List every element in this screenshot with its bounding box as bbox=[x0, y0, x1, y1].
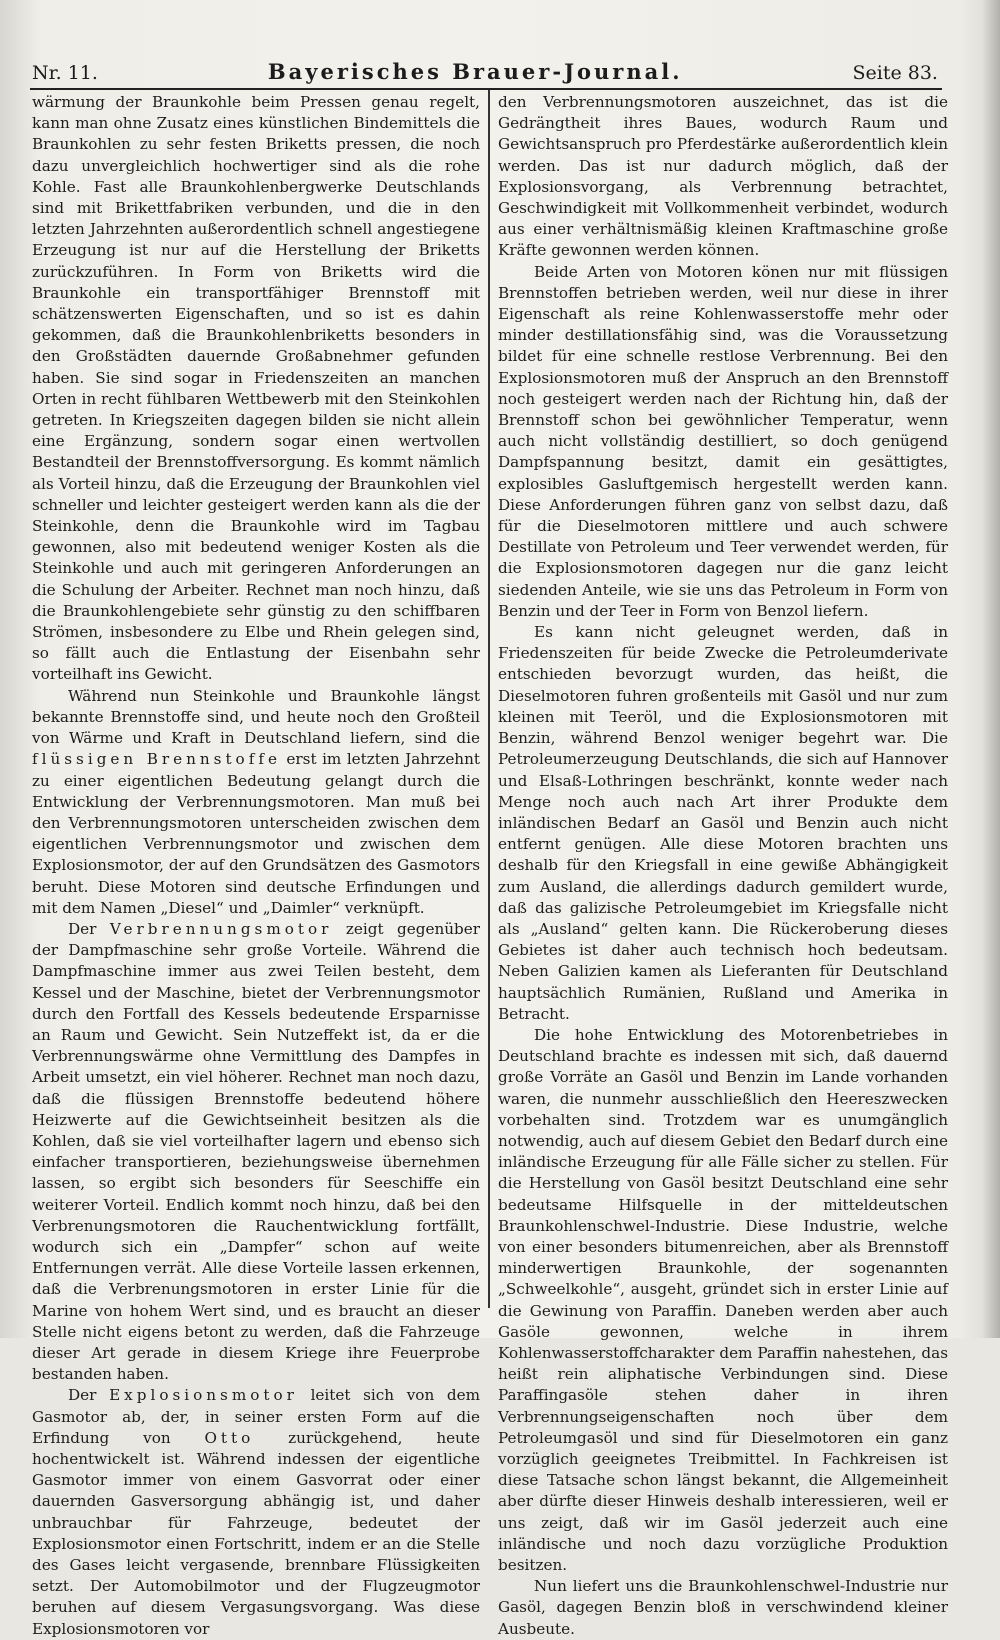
page-edge-shadow bbox=[982, 0, 1000, 1338]
paragraph: Es kann nicht geleugnet werden, daß in Friedenszeiten für beide Zwecke die Petroleumderivate entschieden bevorzugt wurden, das heißt, die Dieselmotoren fuhren großenteils mit Gasöl und nur zum kleinen mit Teeröl, und die Explosionsmotoren mit Benzin, während Benzol weniger begehrt war. Die Petroleumerzeugung Deutschlands, die sich auf Hannover und Elsaß-Lothringen beschränkt, konnte weder nach Menge noch auch nach Art ihrer Produkte dem inländischen Bedarf an Gasöl und Benzin auch nicht entfernt genügen. Alle diese Motoren brachten uns deshalb für den Kriegsfall in eine gewiße Abhängigkeit zum Ausland, die allerdings dadurch gemildert wurde, daß das galizische Petroleumgebiet im Kriegsfalle nicht als „Ausland“ gelten kann. Die Rückeroberung dieses Gebietes ist daher auch technisch hoch bedeutsam. Neben Galizien kamen als Lieferanten für Deutschland hauptsächlich Rumänien, Rußland und Amerika in Betracht. bbox=[498, 623, 948, 1023]
left-column bbox=[32, 92, 480, 1638]
spaced-emphasis: flüssigen Brennstoffe bbox=[32, 750, 281, 769]
paragraph: wärmung der Braunkohle beim Pressen genau regelt, kann man ohne Zusatz eines künstlichen Bindemittels die Braunkohlen zu sehr festen Briketts pressen, die noch dazu unvergleichlich hochwertiger sind als die rohe Kohle. Fast alle Braunkohlenbergwerke Deutschlands sind mit Brikettfabriken verbunden, und die in den letzten Jahrzehnten außerordentlich schnell angestiegene Erzeugung ist nur auf die Herstellung der Briketts zurückzuführen. In Form von Briketts wird die Braunkohle ein transportfähiger Brennstoff mit schätzenswerten Eigenschaften, und so ist es dahin gekommen, daß die Braunkohlenbriketts besonders in den Großstädten dauernde Großabnehmer gefunden haben. Sie sind sogar in Friedenszeiten an manchen Orten in recht fühlbaren Wettbewerb mit den Steinkohlen getreten. In Kriegszeiten dagegen bilden sie nicht allein eine Ergänzung, sondern sogar einen wertvollen Bestandteil der Brennstoffversorgung. Es kommt nämlich als Vorteil hinzu, daß die Erzeugung der Braunkohlen viel schneller und leichter gesteigert werden kann als die der Steinkohle, denn die Braunkohle wird im Tagbau gewonnen, also mit bedeutend weniger Kosten als die Steinkohle und auch mit geringeren Anforderungen an die Schulung der Arbeiter. Rechnet man noch hinzu, daß die Braunkohlengebiete sehr günstig zu den schiffbaren Strömen, insbesondere zu Elbe und Rhein gelegen sind, so fällt auch die Entlastung der Eisenbahn sehr vorteilhaft ins Gewicht. bbox=[32, 93, 480, 684]
paragraph: Der Verbrennungsmotor zeigt gegenüber der Dampfmaschine sehr große Vorteile. Während die Dampfmaschine immer aus zwei Teilen besteht, dem Kessel und der Maschine, bietet der Verbrennungsmotor durch den Fortfall des Kessels bedeutende Ersparnisse an Raum und Gewicht. Sein Nutzeffekt ist, da er die Verbrennungswärme ohne Vermittlung des Dampfes in Arbeit umsetzt, ein viel höherer. Rechnet man noch dazu, daß die flüssigen Brennstoffe bedeutend höhere Heizwerte auf die Gewichtseinheit besitzen als die Kohlen, daß sie viel vorteilhafter lagern und ebenso sich einfacher transportieren, beziehungsweise übernehmen lassen, so ergibt sich besonders für Seeschiffe ein weiterer Vorteil. Endlich kommt noch hinzu, daß bei den Verbrenungsmotoren die Rauchentwicklung fortfällt, wodurch sich ein „Dampfer“ schon auf weite Entfernungen verrät. Alle diese Vorteile lassen erkennen, daß die Verbrenungsmotoren in erster Linie für die Marine von hohem Wert sind, und es braucht an dieser Stelle nicht eigens betont zu werden, daß die Fahrzeuge dieser Art gerade in diesem Kriege ihre Feuerprobe bestanden haben. bbox=[32, 919, 480, 1384]
journal-title: Bayerisches Brauer-Journal. bbox=[267, 59, 683, 84]
paragraph: Beide Arten von Motoren könen nur mit flüssigen Brennstoffen betrieben werden, weil nur diese in ihrer Eigenschaft als reine Kohlenwasserstoffe mehr oder minder destillationsfähig sind, was die Voraussetzung bildet für eine schnelle restlose Verbrennung. Bei den Explosionsmotoren muß der Anspruch an den Brennstoff noch gesteigert werden nach der Richtung hin, daß der Brennstoff schon bei gewöhnlicher Temperatur, wenn auch nicht vollständig destilliert, so doch genügend Dampfspannung besitzt, damit ein gesättigtes, explosibles Gasluftgemisch hergestellt werden kann. Diese Anforderungen führen ganz von selbst dazu, daß für die Dieselmotoren mittlere und auch schwere Destillate von Petroleum und Teer verwendet werden, für die Explosionsmotoren dagegen nur die ganz leicht siedenden Anteile, wie sie uns das Petroleum in Form von Benzin und der Teer in Form von Benzol liefern. bbox=[498, 262, 948, 620]
paragraph: Die hohe Entwicklung des Motorenbetriebes in Deutschland brachte es indessen mit sich, daß dauernd große Vorräte an Gasöl und Benzin im Lande vorhanden waren, die nunmehr ausschließlich den Heereszwecken vorbehalten sind. Trotzdem war es unumgänglich notwendig, auch auf diesem Gebiet den Bedarf durch eine inländische Erzeugung für alle Fälle sicher zu stellen. Für die Herstellung von Gasöl besitzt Deutschland eine sehr bedeutsame Hilfsquelle in der mitteldeutschen Braunkohlenschwel-Industrie. Diese Industrie, welche von einer besonders bitumenreichen, aber als Brennstoff minderwertigen Braunkohle, der sogenannten „Schweelkohle“, ausgeht, gründet sich in erster Linie auf die Gewinung von Paraffin. Daneben werden aber auch Gasöle gewonnen, welche in ihrem Kohlenwasserstoffcharakter dem Paraffin nahestehen, das heißt rein aliphatische Verbindungen sind. Diese Paraffingasöle stehen daher in ihren Verbrennungseigenschaften noch über dem Petroleumgasöl und sind für Dieselmotoren ein ganz vorzüglich geeignetes Treibmittel. In Fachkreisen ist diese Tatsache schon längst bekannt, die Allgemeinheit aber dürfte dieser Hinweis deshalb interessieren, weil er uns zeigt, daß wir im Gasöl jederzeit auch eine inländische und noch dazu vorzügliche Produktion besitzen. bbox=[498, 1025, 948, 1575]
spaced-emphasis: Verbrennungsmotor bbox=[109, 919, 333, 938]
issue-number: Nr. 11. bbox=[32, 62, 98, 84]
paragraph: Der Explosionsmotor leitet sich von dem Gasmotor ab, der, in seiner ersten Form auf die Erfindung von Otto zurückgehend, heute hochentwickelt ist. Während indessen der eigentliche Gasmotor immer von einem Gasvorrat oder einer dauernden Gasversorgung abhängig ist, und daher unbrauchbar für Fahrzeuge, bedeutet der Explosionsmotor einen Fortschritt, indem er an die Stelle des Gases leicht vergasende, brennbare Flüssigkeiten setzt. Der Automobilmotor und der Flugzeugmotor beruhen auf diesem Vergasungsvorgang. Was diese Explosionsmotoren vor bbox=[32, 1386, 480, 1638]
spaced-name: Otto bbox=[204, 1428, 255, 1447]
column-divider bbox=[488, 90, 490, 1308]
paragraph: Während nun Steinkohle und Braunkohle längst bekannte Brennstoffe sind, und heute noch den Großteil von Wärme und Kraft in Deutschland liefern, sind die flüssigen Brennstoffe erst im letzten Jahrzehnt zu einer eigentlichen Bedeutung gelangt durch die Entwicklung der Verbrennungsmotoren. Man muß bei den Verbrennungsmotoren unterscheiden zwischen dem eigentlichen Verbrennungsmotor und zwischen dem Explosionsmotor, der auf den Grundsätzen des Gasmotors beruht. Diese Motoren sind deutsche Erfindungen und mit dem Namen „Diesel“ und „Daimler“ verknüpft. bbox=[32, 686, 480, 917]
paragraph: Nun liefert uns die Braunkohlenschwel-Industrie nur Gasöl, dagegen Benzin bloß in verschwindend kleiner Ausbeute. bbox=[498, 1577, 948, 1638]
right-column bbox=[498, 92, 948, 1638]
page-header bbox=[32, 50, 938, 84]
header-rule bbox=[30, 88, 942, 90]
paragraph: den Verbrennungsmotoren auszeichnet, das ist die Gedrängtheit ihres Baues, wodurch Raum und Gewichtsanspruch pro Pferdestärke außerordentlich klein werden. Das ist nur dadurch möglich, daß der Explosionsvorgang, als Verbrennung betrachtet, Geschwindigkeit mit Vollkommenheit verbindet, wodurch aus einer verhältnismäßig kleinen Kraftmaschine große Kräfte gewonnen werden können. bbox=[498, 93, 948, 260]
spaced-emphasis: Explosionsmotor bbox=[109, 1386, 298, 1405]
page-number: Seite 83. bbox=[852, 62, 938, 84]
